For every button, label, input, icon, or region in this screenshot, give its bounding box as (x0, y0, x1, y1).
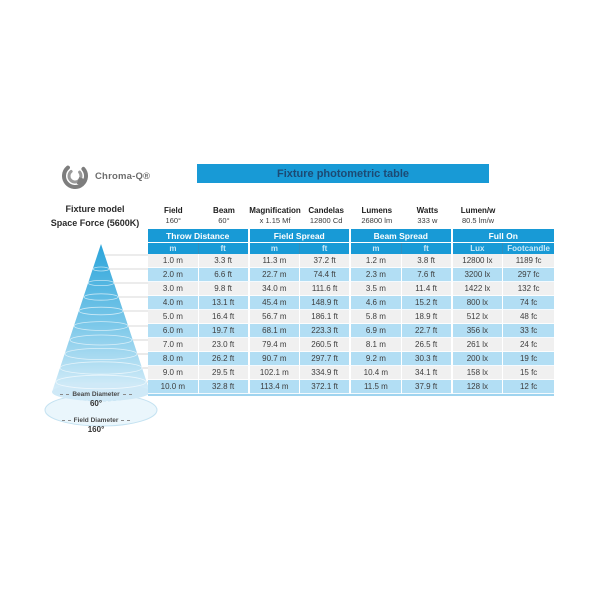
table-cell: 4.6 m (351, 296, 402, 310)
table-cell: 1.0 m (148, 254, 199, 268)
metric-label: Candelas (308, 206, 344, 215)
group-header-0: Throw Distance (148, 229, 250, 242)
table-cell: 3.3 ft (199, 254, 250, 268)
group-header-1: Field Spread (250, 229, 352, 242)
table-cell: 186.1 ft (300, 310, 351, 324)
subheader-7: Footcandle (503, 243, 554, 254)
metric-label: Lumens (361, 206, 393, 215)
table-bottom-border (148, 394, 554, 396)
table-row (148, 310, 554, 324)
table-cell: 102.1 m (250, 366, 301, 380)
chroma-q-logo (62, 163, 150, 189)
table-cell: 6.6 ft (199, 268, 250, 282)
table-subheader-row (148, 243, 554, 254)
table-cell: 74.4 ft (300, 268, 351, 282)
table-cell: 5.0 m (148, 310, 199, 324)
table-cell: 3200 lx (453, 268, 504, 282)
metric-value: 80.5 lm/w (461, 216, 495, 225)
metric-value: 333 w (417, 216, 438, 225)
metric-value: 12800 Cd (309, 216, 343, 225)
table-row (148, 254, 554, 268)
metric-6 (453, 206, 504, 229)
metric-3 (301, 206, 352, 229)
table-cell: 128 lx (453, 380, 504, 394)
table-cell: 800 lx (453, 296, 504, 310)
table-body (148, 254, 554, 394)
subheader-2: m (250, 243, 301, 254)
group-header-2: Beam Spread (351, 229, 453, 242)
table-cell: 79.4 m (250, 338, 301, 352)
table-row (148, 296, 554, 310)
table-cell: 132 fc (503, 282, 554, 296)
table-cell: 48 fc (503, 310, 554, 324)
table-cell: 2.3 m (351, 268, 402, 282)
table-group-header-row (148, 229, 554, 242)
photometric-table (148, 206, 554, 396)
table-cell: 68.1 m (250, 324, 301, 338)
table-cell: 24 fc (503, 338, 554, 352)
table-cell: 4.0 m (148, 296, 199, 310)
metric-label: Beam (213, 206, 235, 215)
table-cell: 19.7 ft (199, 324, 250, 338)
metrics-row (148, 206, 554, 229)
table-cell: 1189 fc (503, 254, 554, 268)
table-cell: 8.0 m (148, 352, 199, 366)
fixture-model-name: Space Force (5600K) (50, 218, 140, 228)
table-cell: 7.0 m (148, 338, 199, 352)
table-cell: 3.8 ft (402, 254, 453, 268)
table-cell: 12 fc (503, 380, 554, 394)
table-cell: 45.4 m (250, 296, 301, 310)
table-cell: 10.4 m (351, 366, 402, 380)
table-cell: 10.0 m (148, 380, 199, 394)
metric-label: Field (163, 206, 183, 215)
table-cell: 6.9 m (351, 324, 402, 338)
metric-1 (199, 206, 250, 229)
metric-0 (148, 206, 199, 229)
table-cell: 297.7 ft (300, 352, 351, 366)
metric-label: Lumen/w (460, 206, 496, 215)
table-cell: 11.3 m (250, 254, 301, 268)
table-cell: 7.6 ft (402, 268, 453, 282)
table-cell: 261 lx (453, 338, 504, 352)
table-cell: 74 fc (503, 296, 554, 310)
metric-label: Watts (416, 206, 439, 215)
subheader-4: m (351, 243, 402, 254)
table-row (148, 324, 554, 338)
group-header-3: Full On (453, 229, 555, 242)
table-cell: 34.1 ft (402, 366, 453, 380)
subheader-3: ft (300, 243, 351, 254)
table-cell: 111.6 ft (300, 282, 351, 296)
metric-label: Magnification (249, 206, 301, 215)
subheader-0: m (148, 243, 199, 254)
table-cell: 33 fc (503, 324, 554, 338)
table-cell: 148.9 ft (300, 296, 351, 310)
table-cell: 3.5 m (351, 282, 402, 296)
logo-text: Chroma-Q® (95, 170, 151, 182)
table-cell: 2.0 m (148, 268, 199, 282)
table-cell: 5.8 m (351, 310, 402, 324)
table-row (148, 352, 554, 366)
metric-value: 60° (218, 216, 230, 225)
table-cell: 32.8 ft (199, 380, 250, 394)
metric-value: 26800 lm (361, 216, 393, 225)
subheader-1: ft (199, 243, 250, 254)
table-cell: 356 lx (453, 324, 504, 338)
chroma-q-ring-icon (62, 163, 88, 189)
table-cell: 19 fc (503, 352, 554, 366)
table-cell: 23.0 ft (199, 338, 250, 352)
table-cell: 15 fc (503, 366, 554, 380)
table-cell: 512 lx (453, 310, 504, 324)
table-cell: 26.2 ft (199, 352, 250, 366)
beam-diameter-value: 60° (89, 399, 103, 408)
table-cell: 37.9 ft (402, 380, 453, 394)
table-cell: 9.2 m (351, 352, 402, 366)
table-cell: 8.1 m (351, 338, 402, 352)
table-cell: 1.2 m (351, 254, 402, 268)
table-cell: 11.5 m (351, 380, 402, 394)
table-cell: 15.2 ft (402, 296, 453, 310)
table-cell: 90.7 m (250, 352, 301, 366)
table-cell: 11.4 ft (402, 282, 453, 296)
table-cell: 113.4 m (250, 380, 301, 394)
table-cell: 260.5 ft (300, 338, 351, 352)
beam-diameter-label: Beam Diameter (40, 391, 152, 398)
table-row (148, 366, 554, 380)
page-title: Fixture photometric table (276, 167, 410, 180)
table-cell: 372.1 ft (300, 380, 351, 394)
table-cell: 34.0 m (250, 282, 301, 296)
table-cell: 158 lx (453, 366, 504, 380)
subheader-6: Lux (453, 243, 504, 254)
table-cell: 9.0 m (148, 366, 199, 380)
table-cell: 22.7 ft (402, 324, 453, 338)
title-bar (197, 164, 489, 183)
table-cell: 29.5 ft (199, 366, 250, 380)
table-cell: 30.3 ft (402, 352, 453, 366)
field-diameter-value: 160° (87, 425, 105, 434)
metric-5 (402, 206, 453, 229)
fixture-model-block (30, 204, 160, 228)
table-cell: 3.0 m (148, 282, 199, 296)
field-diameter-label: Field Diameter (40, 417, 152, 424)
metric-value: 160° (165, 216, 182, 225)
table-row (148, 268, 554, 282)
table-cell: 223.3 ft (300, 324, 351, 338)
table-cell: 297 fc (503, 268, 554, 282)
metric-4 (351, 206, 402, 229)
table-cell: 200 lx (453, 352, 504, 366)
table-row (148, 338, 554, 352)
table-cell: 334.9 ft (300, 366, 351, 380)
table-cell: 56.7 m (250, 310, 301, 324)
table-cell: 12800 lx (453, 254, 504, 268)
table-row (148, 282, 554, 296)
table-cell: 37.2 ft (300, 254, 351, 268)
table-cell: 1422 lx (453, 282, 504, 296)
table-cell: 18.9 ft (402, 310, 453, 324)
metric-value: x 1.15 Mf (259, 216, 291, 225)
table-row (148, 380, 554, 394)
table-cell: 22.7 m (250, 268, 301, 282)
metric-2 (249, 206, 301, 229)
fixture-model-label: Fixture model (65, 204, 125, 214)
table-cell: 6.0 m (148, 324, 199, 338)
subheader-5: ft (402, 243, 453, 254)
table-cell: 13.1 ft (199, 296, 250, 310)
table-cell: 26.5 ft (402, 338, 453, 352)
table-cell: 16.4 ft (199, 310, 250, 324)
metric-7 (503, 206, 554, 229)
table-cell: 9.8 ft (199, 282, 250, 296)
